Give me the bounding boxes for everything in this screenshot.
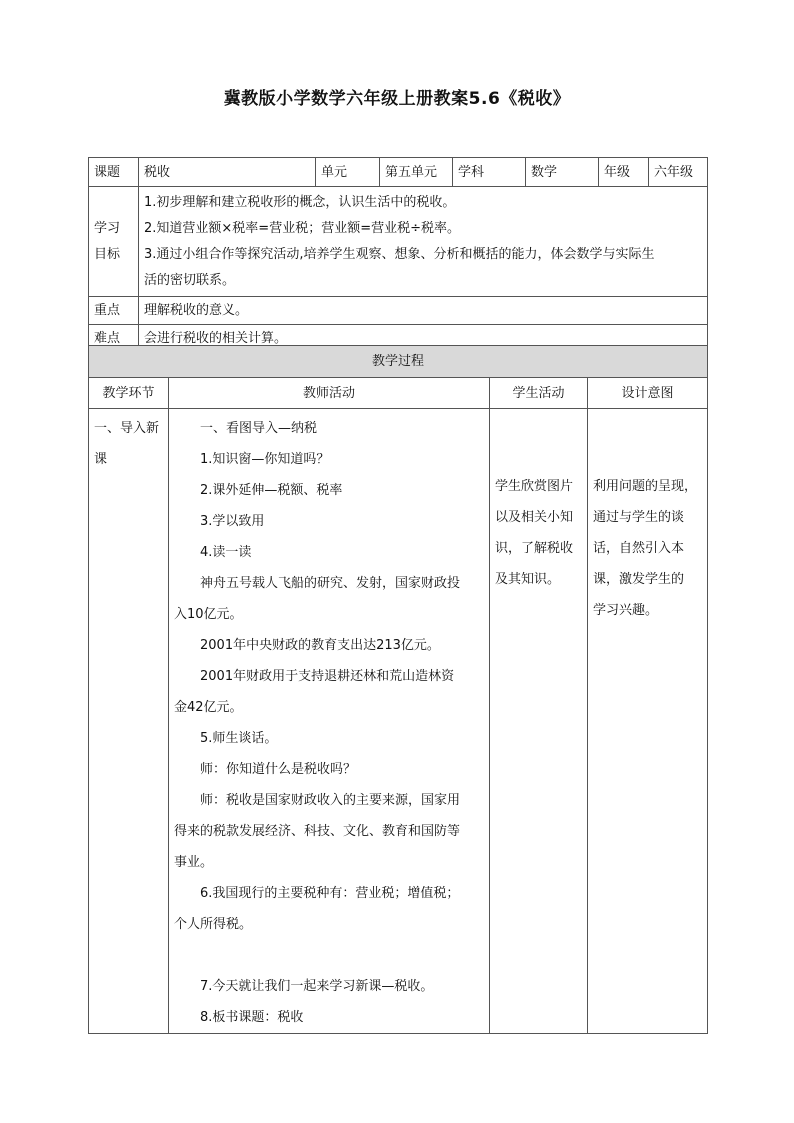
student-line: 学生欣赏图片: [495, 479, 574, 494]
column-header-teacher: 教师活动: [169, 378, 490, 409]
difficulty-value: 会进行税收的相关计算。: [139, 325, 708, 353]
intent-line: 通过与学生的谈: [593, 510, 685, 525]
teacher-line: 师：你知道什么是税收吗？: [200, 762, 357, 777]
teacher-line: 金42亿元。: [174, 700, 243, 715]
topic-value: 税收: [139, 158, 316, 187]
stage-line: 课: [94, 452, 108, 467]
teacher-line: 个人所得税。: [174, 917, 253, 932]
goal-item: 3.通过小组合作等探究活动,培养学生观察、想象、分析和概括的能力，体会数学与实际生: [144, 246, 655, 262]
student-line: 识，了解税收: [495, 541, 574, 556]
student-line: 以及相关小知: [495, 510, 574, 525]
teacher-activity-cell: [169, 409, 490, 1034]
lesson-info-table: [88, 157, 708, 353]
teacher-line: 得来的税款发展经济、科技、文化、教育和国防等: [174, 824, 461, 839]
key-point-value: 理解税收的意义。: [139, 297, 708, 325]
intent-line: 学习兴趣。: [593, 603, 659, 618]
goal-item: 活的密切联系。: [144, 272, 236, 288]
teacher-line: 5.师生谈话。: [200, 731, 278, 746]
teacher-line: 1.知识窗—你知道吗？: [200, 452, 330, 467]
stage-line: 一、导入新: [94, 421, 160, 436]
teacher-line: 7.今天就让我们一起来学习新课—税收。: [200, 979, 434, 994]
unit-value: 第五单元: [380, 158, 453, 187]
student-activity-cell: [490, 409, 588, 1034]
goals-label: [89, 187, 139, 297]
column-header-stage: 教学环节: [89, 378, 169, 409]
teacher-line: 8.板书课题：税收: [200, 1010, 304, 1025]
teacher-line: 一、看图导入—纳税: [200, 421, 318, 436]
teacher-line: 3.学以致用: [200, 514, 265, 529]
page-title: 冀教版小学数学六年级上册教案5.6《税收》: [223, 89, 571, 109]
intent-line: 话，自然引入本: [593, 541, 685, 556]
topic-label: 课题: [89, 158, 139, 187]
key-point-label: 重点: [89, 297, 139, 325]
column-header-student: 学生活动: [490, 378, 588, 409]
process-header: 教学过程: [89, 346, 708, 378]
intent-line: 课，激发学生的: [593, 572, 685, 587]
grade-value: 六年级: [649, 158, 708, 187]
teacher-line: 入10亿元。: [174, 607, 243, 622]
goals-label-line: 学习: [94, 220, 121, 236]
teaching-process-table: [88, 345, 708, 1034]
teacher-blank-line: [174, 940, 484, 971]
subject-label: 学科: [453, 158, 526, 187]
teacher-line: 事业。: [174, 855, 214, 870]
teacher-line: 2001年中央财政的教育支出达213亿元。: [200, 638, 440, 653]
unit-label: 单元: [316, 158, 380, 187]
difficulty-label: 难点: [89, 325, 139, 353]
teacher-line: 师：税收是国家财政收入的主要来源，国家用: [200, 793, 461, 808]
teacher-line: 4.读一读: [200, 545, 252, 560]
goal-item: 1.初步理解和建立税收形的概念，认识生活中的税收。: [144, 194, 456, 210]
subject-value: 数学: [526, 158, 599, 187]
design-intent-cell: [588, 409, 708, 1034]
teacher-line: 神舟五号载人飞船的研究、发射，国家财政投: [200, 576, 461, 591]
grade-label: 年级: [599, 158, 649, 187]
goals-label-line: 目标: [94, 246, 121, 262]
student-line: 及其知识。: [495, 572, 561, 587]
column-header-intent: 设计意图: [588, 378, 708, 409]
goal-item: 2.知道营业额×税率=营业税；营业额=营业税÷税率。: [144, 220, 460, 236]
intent-line: 利用问题的呈现，: [593, 479, 698, 494]
teacher-line: 2.课外延伸—税额、税率: [200, 483, 343, 498]
learning-goals: [139, 187, 708, 297]
teacher-line: 6.我国现行的主要税种有：营业税；增值税；: [200, 886, 460, 901]
stage-cell: [89, 409, 169, 1034]
teacher-line: 2001年财政用于支持退耕还林和荒山造林资: [200, 669, 455, 684]
